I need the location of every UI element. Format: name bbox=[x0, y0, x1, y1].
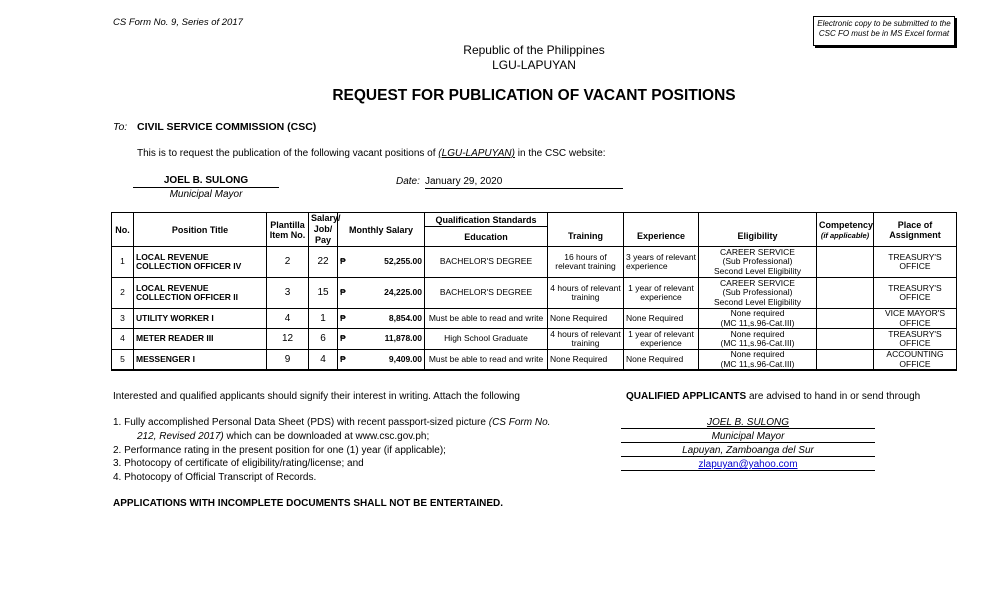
header-no: No. bbox=[112, 213, 134, 247]
ecopy-line-1: Electronic copy to be submitted to the bbox=[817, 19, 951, 28]
row-position-title: MESSENGER I bbox=[134, 350, 267, 371]
row-salary bbox=[338, 350, 425, 371]
row-grade: 22 bbox=[309, 247, 338, 278]
form-code-number: CS Form No. 9 bbox=[113, 17, 177, 28]
row-training: None Required bbox=[548, 350, 624, 371]
row-experience: 1 year of relevant experience bbox=[624, 329, 699, 350]
row-place: ACCOUNTING OFFICE bbox=[874, 350, 957, 371]
to-recipient: CIVIL SERVICE COMMISSION (CSC) bbox=[137, 121, 317, 133]
intro-after: in the CSC website: bbox=[517, 148, 606, 159]
row-education: BACHELOR'S DEGREE bbox=[425, 278, 548, 309]
requirement-4: 4. Photocopy of Official Transcript of Records. bbox=[113, 472, 317, 483]
qualified-applicants-note bbox=[626, 391, 920, 402]
row-salary bbox=[338, 329, 425, 350]
row-education: High School Graduate bbox=[425, 329, 548, 350]
row-salary bbox=[338, 247, 425, 278]
row-eligibility bbox=[699, 278, 817, 309]
contact-email-link[interactable]: zlapuyan@yahoo.com bbox=[698, 459, 798, 470]
row-place: VICE MAYOR'S OFFICE bbox=[874, 309, 957, 329]
header-salary-grade: Salary/ Job/ Pay bbox=[309, 213, 338, 247]
page-title: REQUEST FOR PUBLICATION OF VACANT POSITIONS bbox=[332, 87, 736, 104]
intro-agency: (LGU-LAPUYAN) bbox=[438, 148, 515, 159]
header-competency bbox=[817, 213, 874, 247]
row-position-title: LOCAL REVENUE COLLECTION OFFICER II bbox=[134, 278, 267, 309]
row-salary-value: 8,854.00 bbox=[388, 312, 422, 323]
row-salary-value: 11,878.00 bbox=[384, 333, 422, 344]
row-experience: None Required bbox=[624, 350, 699, 371]
row-no: 3 bbox=[112, 309, 134, 329]
contact-name bbox=[621, 417, 875, 429]
row-place: TREASURY'S OFFICE bbox=[874, 247, 957, 278]
header-education: Education bbox=[425, 227, 548, 247]
header-training: Training bbox=[548, 227, 624, 247]
row-grade: 4 bbox=[309, 350, 338, 371]
header-competency-label: Competency bbox=[819, 219, 874, 230]
row-salary-value: 52,255.00 bbox=[384, 256, 422, 267]
row-experience: 1 year of relevant experience bbox=[624, 278, 699, 309]
eligibility-line: CAREER SERVICE bbox=[720, 246, 795, 257]
row-plantilla: 3 bbox=[267, 278, 309, 309]
row-competency bbox=[817, 329, 874, 350]
row-training: 4 hours of relevant training bbox=[548, 329, 624, 350]
eligibility-line: (Sub Professional) bbox=[722, 256, 793, 267]
contact-email-line bbox=[621, 459, 875, 471]
date-value: January 29, 2020 bbox=[425, 176, 623, 189]
vacancy-table bbox=[111, 212, 957, 371]
row-competency bbox=[817, 350, 874, 371]
to-label: To: bbox=[113, 121, 128, 133]
qualified-applicants-label: QUALIFIED APPLICANTS bbox=[626, 391, 747, 402]
row-grade: 1 bbox=[309, 309, 338, 329]
contact-position: Municipal Mayor bbox=[621, 431, 875, 443]
requirement-1 bbox=[113, 417, 550, 428]
row-education: Must be able to read and write bbox=[425, 350, 548, 371]
req1-text-c: 212, Revised 2017) bbox=[137, 431, 224, 442]
eligibility-line: (MC 11,s.96-Cat.III) bbox=[720, 358, 795, 369]
intro-before: This is to request the publication of the following vacant positions of bbox=[137, 148, 436, 159]
row-training: 4 hours of relevant training bbox=[548, 278, 624, 309]
row-place: TREASURY'S OFFICE bbox=[874, 278, 957, 309]
row-position-title: UTILITY WORKER I bbox=[134, 309, 267, 329]
row-place: TREASURY'S OFFICE bbox=[874, 329, 957, 350]
republic-heading: Republic of the Philippines bbox=[463, 43, 605, 57]
row-plantilla: 9 bbox=[267, 350, 309, 371]
contact-address: Lapuyan, Zamboanga del Sur bbox=[621, 445, 875, 457]
row-position-title: METER READER III bbox=[134, 329, 267, 350]
row-grade: 15 bbox=[309, 278, 338, 309]
table-row bbox=[112, 278, 957, 309]
peso-sign: ₱ bbox=[340, 312, 346, 323]
row-competency bbox=[817, 309, 874, 329]
req1-text-a: 1. Fully accomplished Personal Data Sheet (PDS) with recent passport-sized picture bbox=[113, 417, 486, 428]
intro-text bbox=[137, 148, 606, 159]
eligibility-line: None required bbox=[730, 328, 785, 339]
row-competency bbox=[817, 278, 874, 309]
eligibility-line: (Sub Professional) bbox=[722, 287, 793, 298]
peso-sign: ₱ bbox=[340, 287, 346, 298]
row-salary bbox=[338, 309, 425, 329]
contact-name-text: JOEL B. SULONG bbox=[706, 417, 790, 428]
qualified-applicants-rest: are advised to hand in or send through bbox=[748, 391, 921, 402]
interest-instructions: Interested and qualified applicants should signify their interest in writing. Attach the following bbox=[113, 391, 520, 402]
row-no: 2 bbox=[112, 278, 134, 309]
row-training: 16 hours of relevant training bbox=[548, 247, 624, 278]
header-experience: Experience bbox=[624, 227, 699, 247]
req1-text-d: which can be downloaded at www.csc.gov.ph; bbox=[226, 431, 430, 442]
table-row bbox=[112, 309, 957, 329]
eligibility-line: None required bbox=[730, 308, 785, 318]
peso-sign: ₱ bbox=[340, 333, 346, 344]
eligibility-line: (MC 11,s.96-Cat.III) bbox=[720, 338, 795, 348]
date-label: Date: bbox=[396, 176, 420, 187]
req1-text-b: (CS Form No. bbox=[488, 417, 551, 428]
header-plantilla: Plantilla Item No. bbox=[267, 213, 309, 247]
header-qualification-standards: Qualification Standards bbox=[425, 213, 548, 227]
table-row bbox=[112, 329, 957, 350]
peso-sign: ₱ bbox=[340, 353, 346, 364]
table-row bbox=[112, 350, 957, 371]
row-education: Must be able to read and write bbox=[425, 309, 548, 329]
row-position-title: LOCAL REVENUE COLLECTION OFFICER IV bbox=[134, 247, 267, 278]
incomplete-documents-warning: APPLICATIONS WITH INCOMPLETE DOCUMENTS SHALL NOT BE ENTERTAINED. bbox=[113, 498, 503, 509]
header-competency-note: (if applicable) bbox=[820, 230, 870, 240]
row-plantilla: 4 bbox=[267, 309, 309, 329]
row-training: None Required bbox=[548, 309, 624, 329]
header-eligibility: Eligibility bbox=[699, 227, 817, 247]
row-no: 4 bbox=[112, 329, 134, 350]
electronic-copy-note bbox=[813, 16, 955, 46]
form-code bbox=[113, 17, 243, 28]
eligibility-line: None required bbox=[730, 349, 785, 359]
eligibility-line: Second Level Eligibility bbox=[714, 296, 801, 307]
table-row bbox=[112, 247, 957, 278]
row-salary bbox=[338, 278, 425, 309]
requirement-2: 2. Performance rating in the present position for one (1) year (if applicable); bbox=[113, 445, 446, 456]
row-education: BACHELOR'S DEGREE bbox=[425, 247, 548, 278]
row-plantilla: 12 bbox=[267, 329, 309, 350]
row-salary-value: 9,409.00 bbox=[388, 353, 422, 364]
eligibility-line: (MC 11,s.96-Cat.III) bbox=[720, 317, 795, 328]
row-experience: 3 years of relevant experience bbox=[624, 247, 699, 278]
row-competency bbox=[817, 247, 874, 278]
lgu-heading: LGU-LAPUYAN bbox=[492, 58, 576, 72]
requirement-1-continued bbox=[137, 431, 429, 442]
signatory-name: JOEL B. SULONG bbox=[133, 175, 279, 188]
row-eligibility bbox=[699, 350, 817, 371]
header-position-title: Position Title bbox=[134, 213, 267, 247]
row-eligibility bbox=[699, 247, 817, 278]
row-experience: None Required bbox=[624, 309, 699, 329]
row-plantilla: 2 bbox=[267, 247, 309, 278]
row-grade: 6 bbox=[309, 329, 338, 350]
row-salary-value: 24,225.00 bbox=[384, 287, 422, 298]
header-monthly-salary: Monthly Salary bbox=[338, 213, 425, 247]
eligibility-line: CAREER SERVICE bbox=[720, 277, 795, 288]
row-eligibility bbox=[699, 309, 817, 329]
peso-sign: ₱ bbox=[340, 256, 346, 267]
form-code-series: , Series of 2017 bbox=[176, 17, 243, 28]
signatory-position: Municipal Mayor bbox=[169, 189, 243, 200]
header-place: Place of Assignment bbox=[874, 213, 957, 247]
requirement-3: 3. Photocopy of certificate of eligibility/rating/license; and bbox=[113, 458, 364, 469]
ecopy-line-2: CSC FO must be in MS Excel format bbox=[818, 29, 950, 38]
row-eligibility bbox=[699, 329, 817, 350]
eligibility-line: Second Level Eligibility bbox=[714, 265, 801, 276]
row-no: 5 bbox=[112, 350, 134, 371]
row-no: 1 bbox=[112, 247, 134, 278]
